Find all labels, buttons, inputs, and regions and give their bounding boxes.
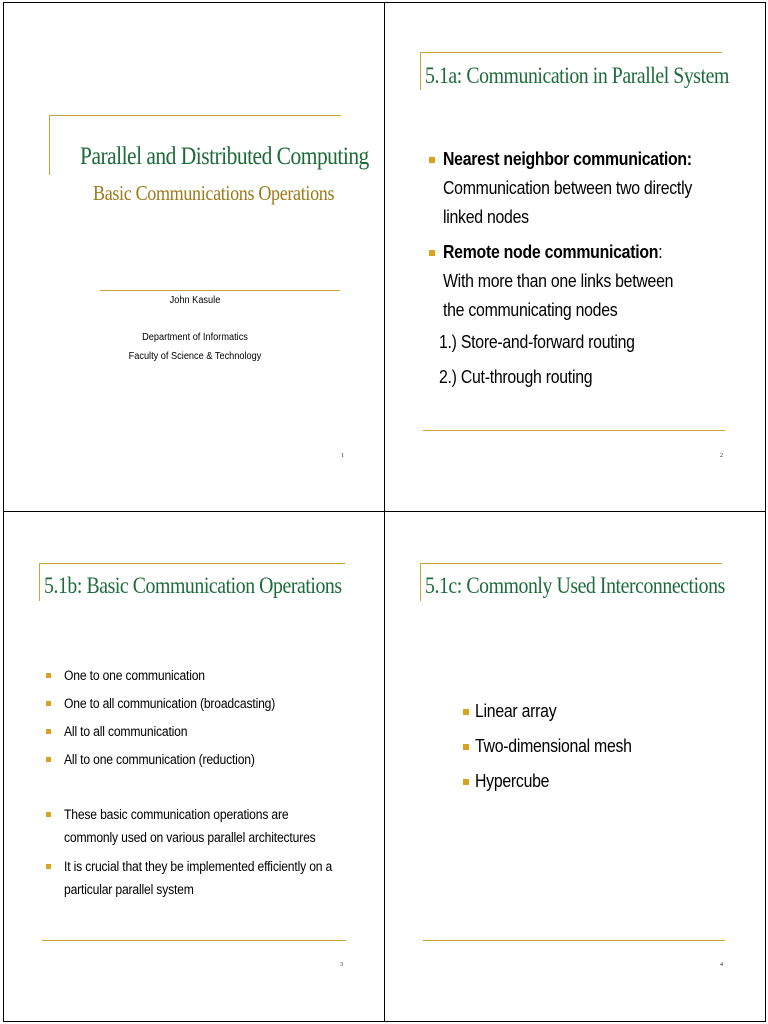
bullet-icon: [46, 757, 51, 762]
list-item: [46, 803, 374, 849]
list-item-text: All to one communication (reduction): [64, 752, 255, 767]
page-number: 3: [340, 962, 343, 968]
bullet-bold: Nearest neighbor communication:: [443, 149, 692, 169]
list-item: [46, 692, 374, 715]
title-rule-top: [420, 52, 722, 53]
slide-title: 5.1c: Commonly Used Interconnections: [425, 573, 725, 598]
title-rule-left: [39, 563, 40, 601]
list-item-text: Hypercube: [475, 771, 550, 791]
slide-title: 5.1a: Communication in Parallel System: [425, 63, 729, 88]
page-number: 1: [341, 453, 344, 459]
list-item-text: Linear array: [475, 701, 557, 721]
page-number: 4: [720, 962, 723, 968]
bullet-text: Communication between two directly linked nodes: [443, 178, 692, 227]
author-name: John Kasule: [169, 295, 221, 306]
title-rule-left: [49, 115, 50, 175]
bullet-icon: [46, 673, 51, 678]
author-rule: [100, 290, 340, 291]
slide-1: [3, 2, 385, 512]
list-item: [46, 748, 374, 771]
title-rule-top: [420, 563, 722, 564]
list-item-text: It is crucial that they be implemented efficiently on a particular parallel system: [64, 859, 333, 897]
bullet-icon: [463, 709, 469, 715]
list-item-text: One to one communication: [64, 668, 205, 683]
slide-title: 5.1b: Basic Communication Operations: [44, 573, 342, 598]
bullet-icon: [46, 701, 51, 706]
title-rule-left: [420, 563, 421, 601]
slide-subtitle: Basic Communications Operations: [93, 181, 335, 205]
title-rule-top: [49, 115, 341, 116]
page-number: 2: [720, 453, 723, 459]
routing-line-1: 1.) Store-and-forward routing: [439, 332, 635, 352]
bullet-icon: [46, 812, 51, 817]
list-item: [463, 771, 559, 792]
bullet-nearest-neighbor: [429, 145, 729, 232]
footer-rule: [423, 940, 725, 941]
bullet-icon: [429, 250, 435, 256]
slide-3: [3, 511, 385, 1022]
department: Department of Informatics: [142, 332, 248, 343]
list-item: [463, 701, 567, 722]
bullet-icon: [463, 744, 469, 750]
list-item-text: All to all communication: [64, 724, 188, 739]
title-rule-top: [39, 563, 345, 564]
faculty: Faculty of Science & Technology: [128, 351, 262, 362]
list-item-text: Two-dimensional mesh: [475, 736, 632, 756]
list-item: [46, 720, 374, 743]
bullet-icon: [463, 779, 469, 785]
list-item: [463, 736, 653, 757]
bullet-remote-node: [429, 238, 729, 325]
slide-4: [384, 511, 766, 1022]
list-item-text: One to all communication (broadcasting): [64, 696, 276, 711]
title-rule-left: [420, 52, 421, 90]
bullet-icon: [46, 729, 51, 734]
slide-2: [384, 2, 766, 512]
bullet-bold: Remote node communication: [443, 242, 659, 262]
bullet-icon: [429, 157, 435, 163]
list-item-text: These basic communication operations are commonly used on various parallel architectures: [64, 807, 316, 845]
footer-rule: [42, 940, 346, 941]
routing-line-2: 2.) Cut-through routing: [439, 367, 593, 387]
bullet-icon: [46, 864, 51, 869]
list-item: [46, 855, 374, 901]
slide-title: Parallel and Distributed Computing: [80, 143, 369, 170]
bullet-text: : With more than one links between the communicating nodes: [443, 242, 674, 320]
list-item: [46, 664, 374, 687]
footer-rule: [423, 430, 725, 431]
